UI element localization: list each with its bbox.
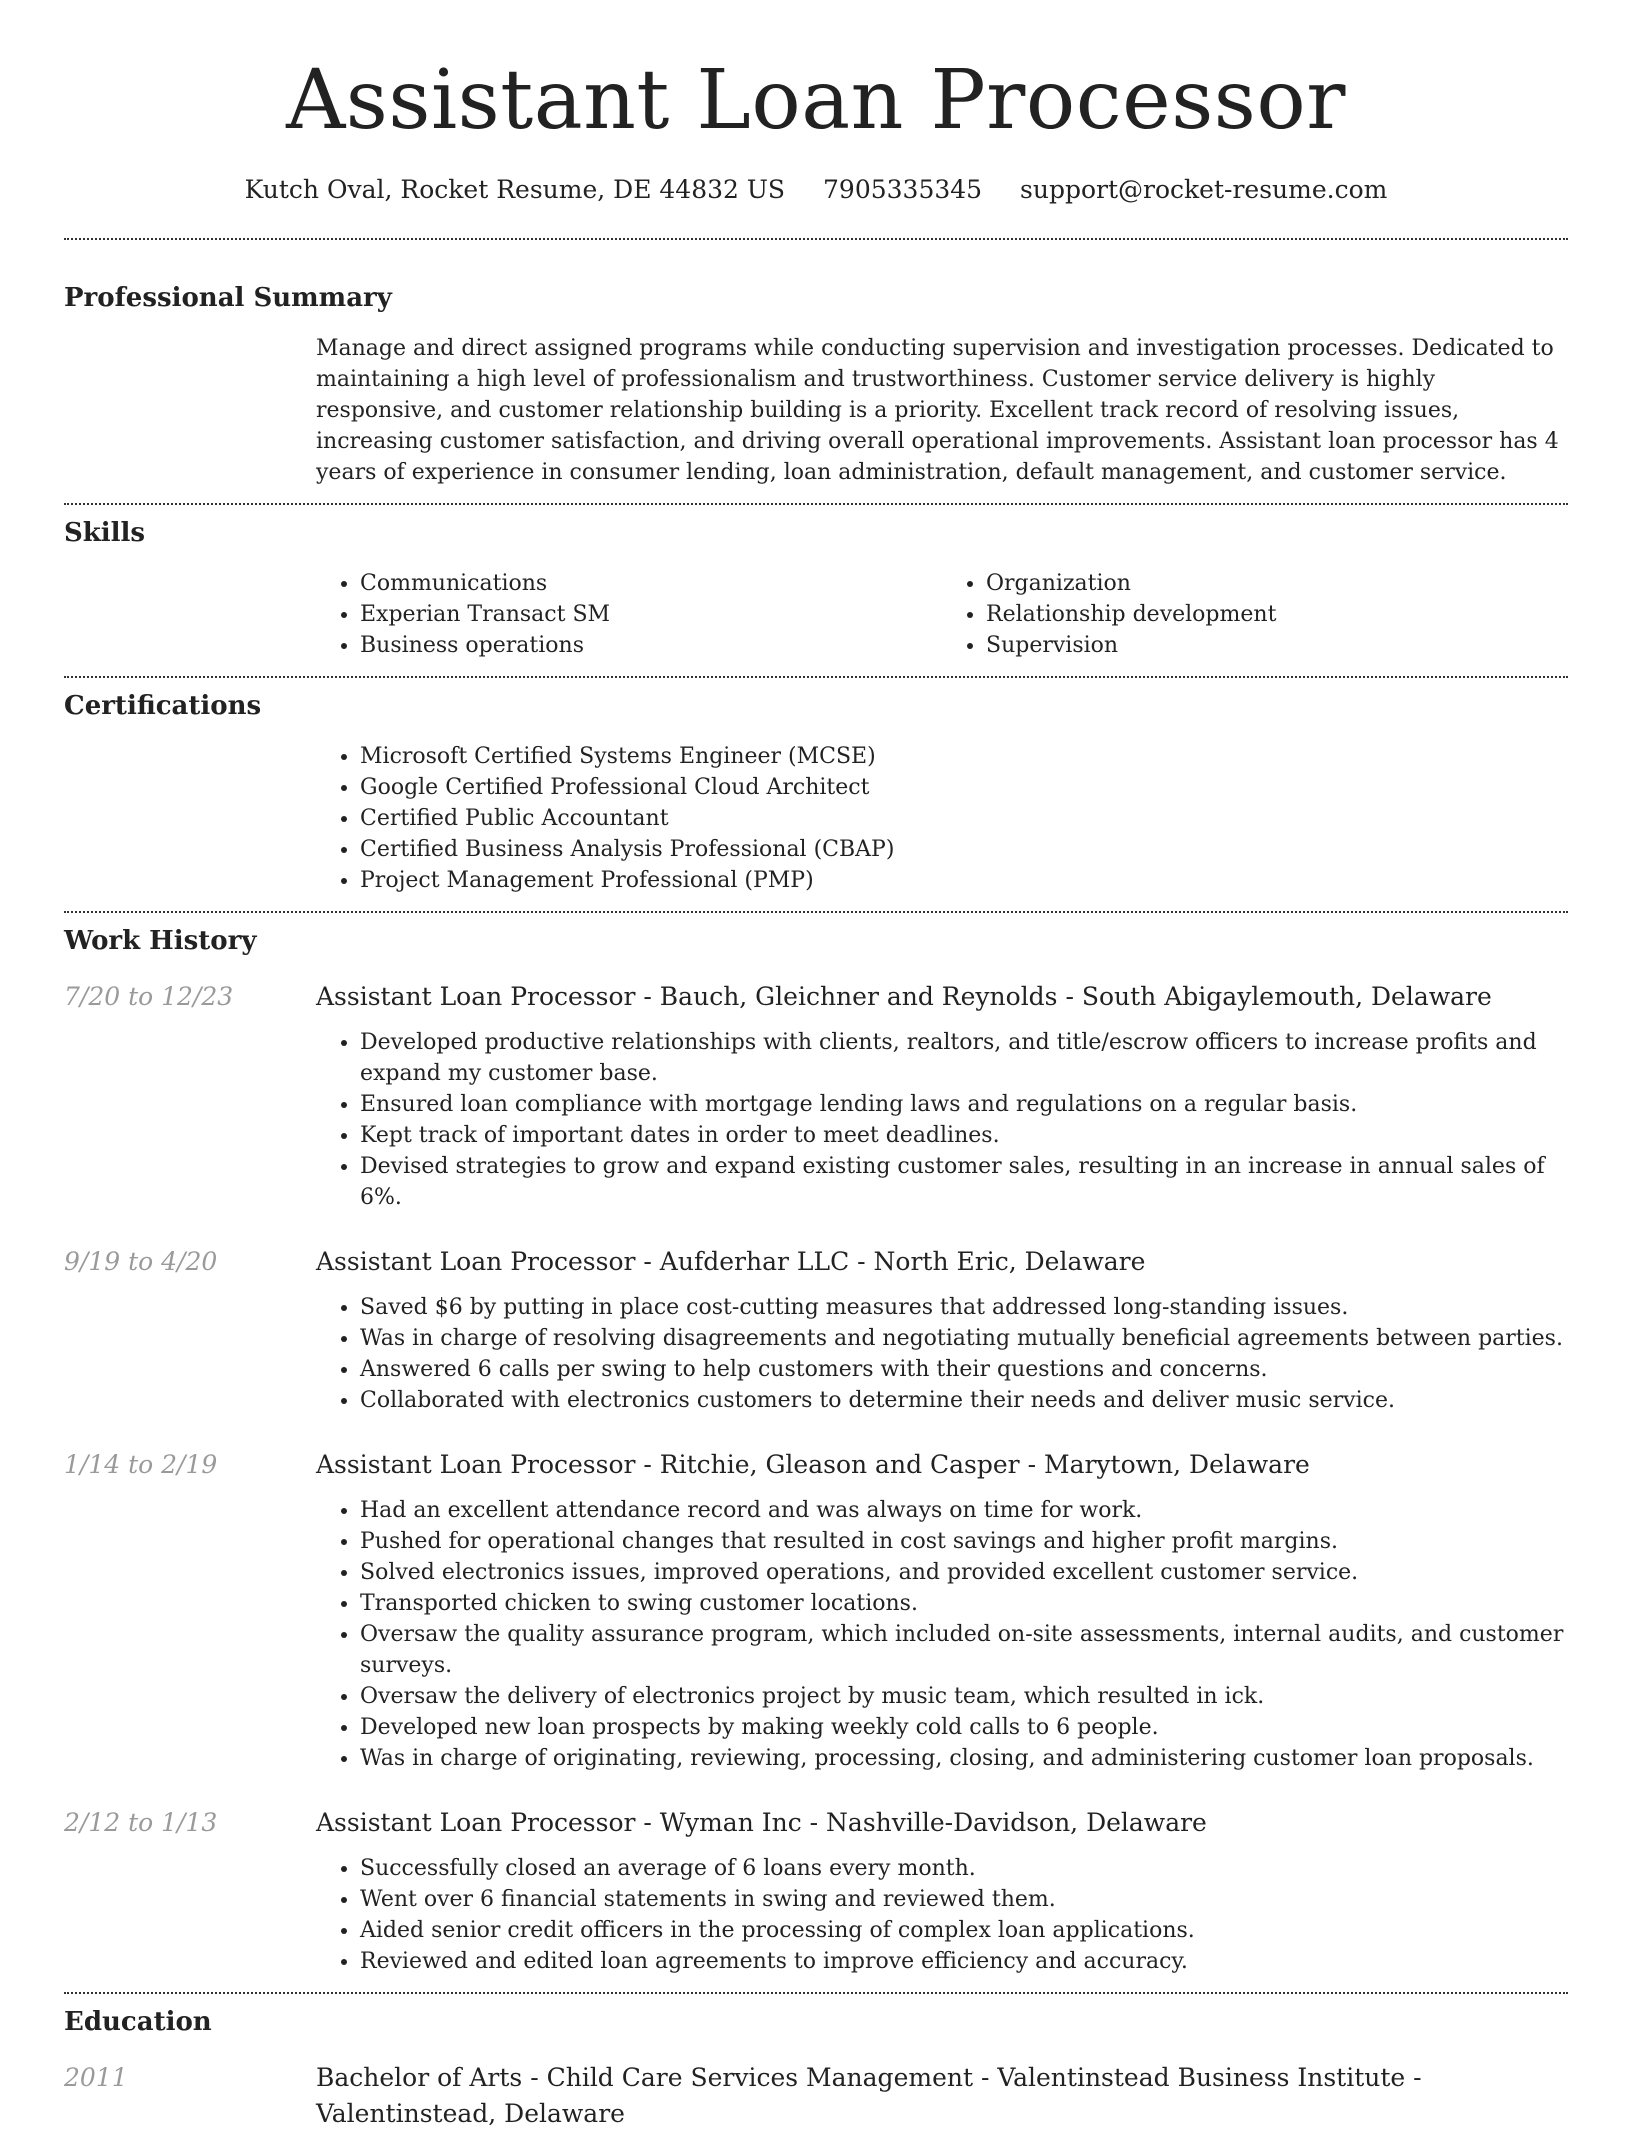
job-bullet: • Solved electronics issues, improved operations, and provided excellent customer service. (360, 1557, 1568, 1588)
certification-item: • Certified Business Analysis Professional (CBAP) (360, 834, 1568, 865)
job-bullet: • Oversaw the quality assurance program, which included on-site assessments, internal audits, and customer surveys. (360, 1619, 1568, 1681)
job-bullet: • Pushed for operational changes that resulted in cost savings and higher profit margins. (360, 1526, 1568, 1557)
work-history-section (64, 923, 1568, 1977)
job-bullet: • Developed productive relationships with clients, realtors, and title/escrow officers to increase profits and expand my customer base. (360, 1027, 1568, 1089)
resume-name: Assistant Loan Processor (286, 53, 1346, 148)
contact-address: Kutch Oval, Rocket Resume, DE 44832 US (244, 175, 786, 204)
certification-item: • Google Certified Professional Cloud Architect (360, 772, 1568, 803)
job-bullet: • Was in charge of originating, reviewing, processing, closing, and administering customer loan proposals. (360, 1743, 1568, 1774)
job-content (316, 1244, 1568, 1416)
skills-list-left (316, 568, 942, 661)
skill-item: • Supervision (986, 630, 1568, 661)
contact-email: support@rocket-resume.com (1020, 175, 1388, 204)
job-entry (64, 1244, 1568, 1416)
job-bullet: • Was in charge of resolving disagreements and negotiating mutually beneficial agreements between parties. (360, 1323, 1568, 1354)
skill-item: • Relationship development (986, 599, 1568, 630)
job-bullets (316, 1853, 1568, 1977)
section-divider (64, 911, 1568, 913)
job-content (316, 1805, 1568, 1977)
job-bullets (316, 1292, 1568, 1416)
job-bullet: • Had an excellent attendance record and was always on time for work. (360, 1495, 1568, 1526)
certification-item: • Project Management Professional (PMP) (360, 865, 1568, 896)
skill-item: • Organization (986, 568, 1568, 599)
job-dates: 9/19 to 4/20 (64, 1247, 218, 1276)
summary-heading: Professional Summary (64, 283, 392, 313)
education-content (316, 2060, 1568, 2132)
job-bullet: • Answered 6 calls per swing to help customers with their questions and concerns. (360, 1354, 1568, 1385)
job-dates: 7/20 to 12/23 (64, 982, 234, 1011)
education-entry (64, 2060, 1568, 2132)
section-divider (64, 503, 1568, 505)
job-content (316, 1447, 1568, 1774)
education-year: 2011 (64, 2063, 128, 2092)
certification-item: • Microsoft Certified Systems Engineer (MCSE) (360, 741, 1568, 772)
summary-section (64, 280, 1568, 488)
skill-item: • Communications (360, 568, 942, 599)
job-entry (64, 1805, 1568, 1977)
education-title: Bachelor of Arts - Child Care Services Management - Valentinstead Business Institute - Valentinstead, Delaware (316, 2063, 1422, 2128)
skills-section (64, 515, 1568, 661)
job-title: Assistant Loan Processor - Aufderhar LLC - North Eric, Delaware (316, 1247, 1146, 1276)
job-entry (64, 979, 1568, 1213)
job-bullet: • Kept track of important dates in order to meet deadlines. (360, 1120, 1568, 1151)
job-bullet: • Developed new loan prospects by making weekly cold calls to 6 people. (360, 1712, 1568, 1743)
summary-text: Manage and direct assigned programs while conducting supervision and investigation processes. Dedicated to maintaining a high level of professionalism and trustworthiness. Customer service delivery is highly responsive, and customer relationship building is a priority. Excellent track record of resolving issues, increasing customer satisfaction, and driving overall operational improvements. Assistant loan processor has 4 years of experience in consumer lending, loan administration, default management, and customer service. (316, 336, 1559, 485)
job-bullet: • Successfully closed an average of 6 loans every month. (360, 1853, 1568, 1884)
job-dates: 1/14 to 2/19 (64, 1450, 218, 1479)
skill-item: • Business operations (360, 630, 942, 661)
job-dates: 2/12 to 1/13 (64, 1808, 218, 1837)
job-title: Assistant Loan Processor - Bauch, Gleichner and Reynolds - South Abigaylemouth, Delaware (316, 982, 1492, 1011)
job-bullet: • Transported chicken to swing customer locations. (360, 1588, 1568, 1619)
job-bullet: • Went over 6 financial statements in swing and reviewed them. (360, 1884, 1568, 1915)
job-content (316, 979, 1568, 1213)
skills-columns (316, 568, 1568, 661)
job-bullet: • Saved $6 by putting in place cost-cutting measures that addressed long-standing issues. (360, 1292, 1568, 1323)
contact-phone: 7905335345 (823, 175, 983, 204)
section-divider (64, 676, 1568, 678)
skills-list-right (942, 568, 1568, 661)
job-title: Assistant Loan Processor - Ritchie, Gleason and Casper - Marytown, Delaware (316, 1450, 1310, 1479)
contact-info (64, 172, 1568, 208)
section-divider (64, 238, 1568, 240)
education-section (64, 2004, 1568, 2132)
job-entry (64, 1447, 1568, 1774)
job-bullet: • Oversaw the delivery of electronics project by music team, which resulted in ick. (360, 1681, 1568, 1712)
certifications-section (64, 688, 1568, 896)
skills-heading: Skills (64, 518, 146, 548)
job-bullet: • Aided senior credit officers in the processing of complex loan applications. (360, 1915, 1568, 1946)
section-divider (64, 1992, 1568, 1994)
job-bullet: • Ensured loan compliance with mortgage lending laws and regulations on a regular basis. (360, 1089, 1568, 1120)
certifications-body (316, 741, 1568, 896)
education-heading: Education (64, 2007, 212, 2037)
job-bullets (316, 1495, 1568, 1774)
job-bullet: • Reviewed and edited loan agreements to improve efficiency and accuracy. (360, 1946, 1568, 1977)
job-bullets (316, 1027, 1568, 1213)
certifications-list (316, 741, 1568, 896)
skills-body (316, 568, 1568, 661)
job-title: Assistant Loan Processor - Wyman Inc - Nashville-Davidson, Delaware (316, 1808, 1207, 1837)
skill-item: • Experian Transact SM (360, 599, 942, 630)
certifications-heading: Certifications (64, 691, 262, 721)
work-history-heading: Work History (64, 926, 257, 956)
summary-body (316, 333, 1568, 488)
certification-item: • Certified Public Accountant (360, 803, 1568, 834)
job-bullet: • Collaborated with electronics customers to determine their needs and deliver music service. (360, 1385, 1568, 1416)
job-bullet: • Devised strategies to grow and expand existing customer sales, resulting in an increase in annual sales of 6%. (360, 1151, 1568, 1213)
